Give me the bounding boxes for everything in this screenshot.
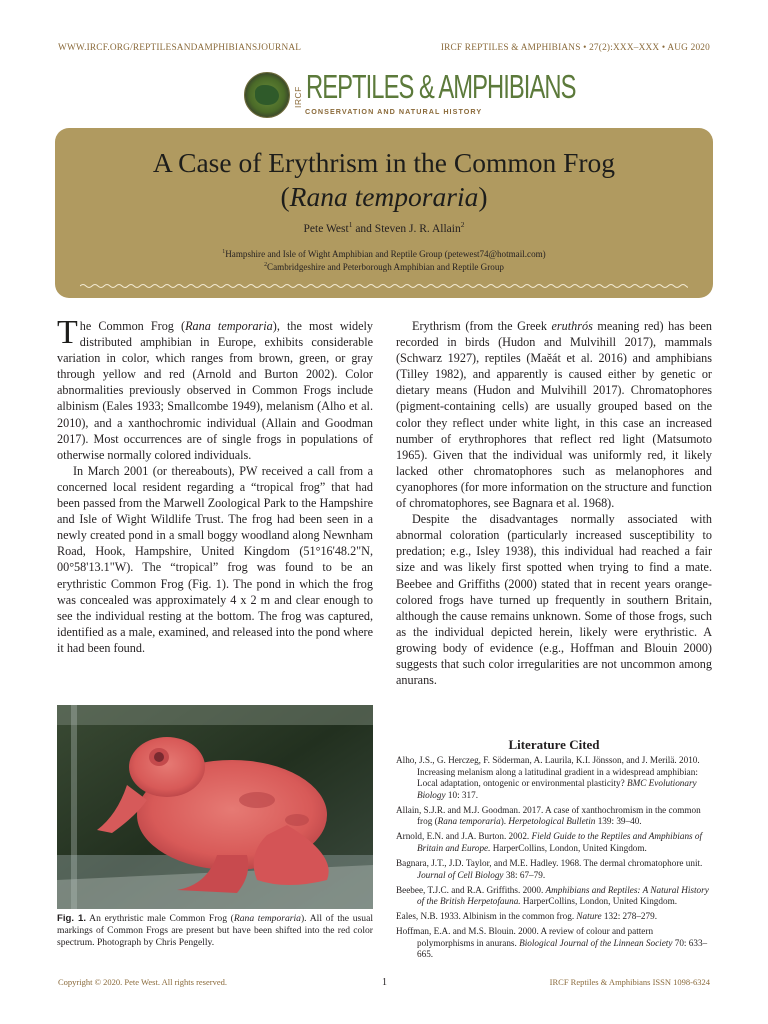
reference-item: Allain, S.J.R. and M.J. Goodman. 2017. A case of xanthochromism in the common frog (Rana temporaria). Herpetological Bulletin 139: 39–40. <box>396 804 701 827</box>
copyright-notice: Copyright © 2020. Pete West. All rights reserved. <box>58 977 227 987</box>
body-paragraph: In March 2001 (or thereabouts), PW received a call from a concerned local resident regarding a “tropical frog” that had been passed from the Marwell Zoological Park to the Hampshire and Isle of Wight Wildlife Trust. The frog had been seen in a newly created pond in a small boggy woodland along Newnham Road, Hook, Hampshire, United Kingdom (51°16'48.2"N, 00°58'13.1"W). The “tropical” frog was found to be an erythristic Common Frog (Fig. 1). The pond in which the frog was concealed was approximately 4 x 2 m and clear enough to see the individual resting at the bottom. The frog was captured, identified as a male, examined, and released into the pond where it had been found. <box>57 463 373 655</box>
body-column-right <box>396 318 712 688</box>
literature-heading: Literature Cited <box>508 737 600 752</box>
page-number: 1 <box>382 977 387 988</box>
reference-item: Hoffman, E.A. and M.S. Blouin. 2000. A review of colour and pattern polymorphisms in anurans. Biological Journal of the Linnean Society 70: 633–665. <box>396 926 708 960</box>
article-title: A Case of Erythrism in the Common Frog <box>152 147 616 178</box>
article-authors: Pete West$^1$ and Steven J. R. Allain$^2$ <box>303 220 465 235</box>
reference-item: Arnold, E.N. and J.A. Burton. 2002. Field Guide to the Reptiles and Amphibians of Britain and Europe. HarperCollins, London, United Kingdom. <box>396 831 703 853</box>
affiliation-2: $^2$Cambridgeshire and Peterborough Amphibian and Reptile Group <box>264 261 504 272</box>
frog-photograph <box>57 705 373 909</box>
decorative-wave-divider <box>80 282 688 290</box>
body-paragraph: The Common Frog (Rana temporaria), the most widely distributed amphibian in Europe, exhibits considerable variation in color, which ranges from brown, green, or gray through yellow and red (Arnold and Burton 2002). Color abnormalities previously observed in Common Frogs include albinism (Eales 1933; Smallcombe 1949), melanism (Alho et al. 2010), and a xanthochromic individual (Allain and Goodman 2017). Most occurrences are of single frogs in populations of otherwise normally colored individuals. <box>57 314 373 462</box>
body-column-left <box>57 314 373 656</box>
frog-globe-icon <box>244 72 290 118</box>
logo-title: REPTILES & AMPHIBIANS <box>306 68 576 105</box>
journal-citation: IRCF REPTILES & AMPHIBIANS • 27(2):XXX–XXX • AUG 2020 <box>440 43 710 53</box>
logo-subtitle: CONSERVATION AND NATURAL HISTORY <box>305 107 483 116</box>
page-footer <box>58 977 710 989</box>
article-subtitle: (Rana temporaria) <box>280 181 488 212</box>
figure-caption: Fig. 1. An erythristic male Common Frog (Rana temporaria). All of the usual markings of Common Frogs are present but have been shifted into the red color spectrum. Photograph by Chris Pengelly. <box>57 913 373 949</box>
logo-ircf-text: IRCF <box>293 86 303 108</box>
journal-issn: IRCF Reptiles & Amphibians ISSN 1098-6324 <box>549 977 710 987</box>
body-paragraph: Despite the disadvantages normally associated with abnormal coloration (particularly increased susceptibility to predation; e.g., Isley 1938), this individual had reached a fair size and was likely first spotted when trying to find a mate. Beebee and Griffiths (2000) stated that in recent years orange-colored frogs have turned up frequently in southern Britain, although the cause remains unknown. Some of those frogs, such as the individual depicted herein, likely were erythristic. A growing body of evidence (e.g., Hoffman and Blouin 2000) suggests that such color irregularities are not uncommon among anurans. <box>396 512 712 688</box>
reference-list <box>396 755 712 964</box>
body-paragraph: Erythrism (from the Greek eruthrós meaning red) has been recorded in birds (Hudon and Mulvihill 2017), mammals (Schwarz 1927), reptiles (Maĕát et al. 2016) and amphibians (Tilley 1982), and apparently is caused either by genetic or dietary means (Hudon and Mulvihill 2017). Chromatophores (pigment-containing cells) are usually grouped based on the color they reflect under white light, in this case an increased number of erythrophores that reflect red light (Matsumoto 1965). Given that the individual was uniformly red, it likely lacked other chromatophores such as melanophores and cyanophores (for more information on the structure and function of chromatophores, see Bagnara et al. 1968). <box>396 319 712 511</box>
reference-item: Beebee, T.J.C. and R.A. Griffiths. 2000. Amphibians and Reptiles: A Natural History of the British Herpetofauna. HarperCollins, London, United Kingdom. <box>396 884 709 907</box>
reference-item: Alho, J.S., G. Herczeg, F. Söderman, A. Laurila, K.I. Jönsson, and J. Merilä. 2010. Increasing melanism along a latitudinal gradient in a widespread amphibian: Local adaptation, ontogenic or environmental plasticity? BMC Evolutionary Biology 10: 317. <box>396 755 700 800</box>
running-head <box>58 43 710 55</box>
affiliation-1: $^1$Hampshire and Isle of Wight Amphibian and Reptile Group (petewest74@hotmail.com) <box>222 248 546 259</box>
reference-item: Bagnara, J.T., J.D. Taylor, and M.E. Hadley. 1968. The dermal chromatophore unit. Journal of Cell Biology 38: 67–79. <box>396 857 703 880</box>
journal-logo <box>244 68 576 120</box>
drop-cap: T <box>57 314 78 351</box>
journal-url: WWW.IRCF.ORG/REPTILESANDAMPHIBIANSJOURNAL <box>58 43 302 53</box>
reference-item: Eales, N.B. 1933. Albinism in the common frog. Nature 132: 278–279. <box>396 911 657 922</box>
